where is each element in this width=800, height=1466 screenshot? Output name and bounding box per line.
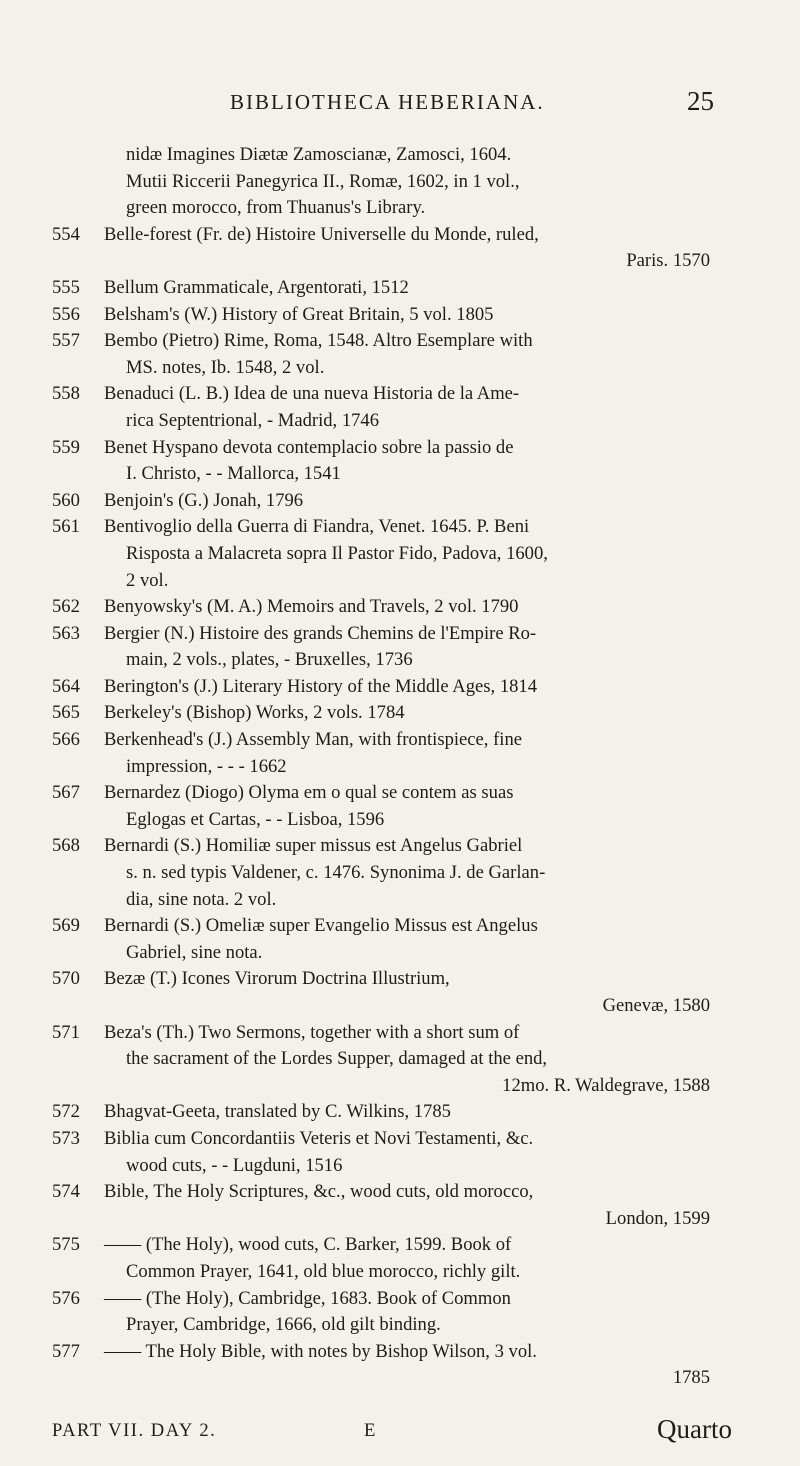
entry-line: wood cuts, - - Lugduni, 1516 <box>126 1154 343 1176</box>
catalogue-entry <box>52 1126 716 1179</box>
entry-line: Benaduci (L. B.) Idea de una nueva Historia de la Ame- <box>104 383 520 405</box>
catalogue-entry <box>52 488 716 515</box>
catalogue-entry <box>52 435 716 488</box>
page-footer <box>52 1416 732 1456</box>
entry-line: MS. notes, Ib. 1548, 2 vol. <box>126 356 325 378</box>
catalogue-entry <box>52 1286 716 1339</box>
catalogue-entry <box>52 621 716 674</box>
entry-line: Common Prayer, 1641, old blue morocco, richly gilt. <box>126 1260 521 1282</box>
entry-line: Genevæ, 1580 <box>602 995 710 1016</box>
catalogue-entry <box>52 780 716 833</box>
entry-line: Belle-forest (Fr. de) Histoire Universelle du Monde, ruled, <box>104 223 539 245</box>
entry-line: Benet Hyspano devota contemplacio sobre la passio de <box>104 436 514 458</box>
catalogue-entry <box>52 328 716 381</box>
entry-line: nidæ Imagines Diætæ Zamoscianæ, Zamosci, 1604. <box>126 144 512 165</box>
entry-line: Bernardi (S.) Omeliæ super Evangelio Missus est Angelus <box>104 915 538 937</box>
entry-number: 560 <box>52 489 80 511</box>
entry-number: 559 <box>52 436 80 458</box>
entry-number: 571 <box>52 1021 80 1043</box>
entry-line: Bernardi (S.) Homiliæ super missus est Angelus Gabriel <box>104 835 523 857</box>
entry-line: Bezæ (T.) Icones Virorum Doctrina Illustrium, <box>104 968 450 990</box>
entry-number: 572 <box>52 1101 80 1123</box>
entry-line: Beza's (Th.) Two Sermons, together with a short sum of <box>104 1021 520 1043</box>
entry-line: Benjoin's (G.) Jonah, 1796 <box>104 489 304 511</box>
entry-number: 569 <box>52 915 80 937</box>
entry-line: —— (The Holy), Cambridge, 1683. Book of Common <box>104 1287 511 1309</box>
entry-line: Biblia cum Concordantiis Veteris et Novi Testamenti, &c. <box>104 1127 534 1149</box>
catalogue-entry <box>52 514 716 594</box>
entry-line: Bellum Grammaticale, Argentorati, 1512 <box>104 276 409 298</box>
entry-line: Eglogas et Cartas, - - Lisboa, 1596 <box>126 808 385 830</box>
entry-number: 568 <box>52 835 80 857</box>
catalogue-entry <box>52 302 716 329</box>
catalogue-entry <box>52 1099 716 1126</box>
entry-line: —— (The Holy), wood cuts, C. Barker, 1599. Book of <box>104 1234 512 1256</box>
entry-line: Berington's (J.) Literary History of the Middle Ages, 1814 <box>104 675 538 697</box>
catalogue-entry <box>52 222 716 275</box>
entry-number: 574 <box>52 1181 80 1203</box>
page-number: 25 <box>687 86 714 116</box>
entry-line: impression, - - - 1662 <box>126 755 287 777</box>
entry-line: Prayer, Cambridge, 1666, old gilt binding. <box>126 1314 441 1336</box>
catalogue-entry <box>52 381 716 434</box>
catalogue-entry <box>52 1232 716 1285</box>
entry-number: 577 <box>52 1340 80 1362</box>
catalogue-entry <box>52 700 716 727</box>
entry-line: dia, sine nota. 2 vol. <box>126 888 277 910</box>
entry-line: main, 2 vols., plates, - Bruxelles, 1736 <box>126 649 413 671</box>
entry-number: 565 <box>52 702 80 724</box>
entry-line: Belsham's (W.) History of Great Britain, 5 vol. 1805 <box>104 303 494 325</box>
entry-line: Bernardez (Diogo) Olyma em o qual se contem as suas <box>104 782 514 804</box>
entry-line: Bible, The Holy Scriptures, &c., wood cuts, old morocco, <box>104 1181 534 1203</box>
entry-number: 563 <box>52 622 80 644</box>
entry-number: 554 <box>52 223 80 245</box>
running-title: BIBLIOTHECA HEBERIANA. <box>230 90 545 114</box>
entry-number: 562 <box>52 596 80 618</box>
running-head <box>0 86 800 130</box>
entry-number: 570 <box>52 968 80 990</box>
catalogue-entry <box>52 966 716 1019</box>
entry-line: green morocco, from Thuanus's Library. <box>126 197 426 219</box>
entry-line: Mutii Riccerii Panegyrica II., Romæ, 1602, in 1 vol., <box>126 170 520 192</box>
catalogue-entries <box>52 142 716 1392</box>
catalogue-entry <box>52 674 716 701</box>
entry-line: rica Septentrional, - Madrid, 1746 <box>126 409 380 431</box>
catalogue-entry <box>52 275 716 302</box>
entry-number: 564 <box>52 675 80 697</box>
catchword: Quarto <box>657 1414 732 1444</box>
catalogue-entry <box>52 833 716 913</box>
entry-line: I. Christo, - - Mallorca, 1541 <box>126 463 341 485</box>
entry-number: 566 <box>52 729 80 751</box>
entry-line: Paris. 1570 <box>626 250 710 272</box>
entry-line: Bhagvat-Geeta, translated by C. Wilkins, 1785 <box>104 1101 451 1123</box>
entry-number: 561 <box>52 516 80 538</box>
entry-line: 2 vol. <box>126 569 169 591</box>
entry-line: Risposta a Malacreta sopra Il Pastor Fido, Padova, 1600, <box>126 542 548 564</box>
entry-line: Bergier (N.) Histoire des grands Chemins de l'Empire Ro- <box>104 622 537 644</box>
entry-line: Gabriel, sine nota. <box>126 941 263 963</box>
signature-line: PART VII. DAY 2. <box>52 1420 217 1441</box>
entry-number: 556 <box>52 303 80 325</box>
entry-line: Benyowsky's (M. A.) Memoirs and Travels, 2 vol. 1790 <box>104 596 519 618</box>
entry-line: Berkenhead's (J.) Assembly Man, with frontispiece, fine <box>104 729 522 751</box>
entry-line: Bentivoglio della Guerra di Fiandra, Venet. 1645. P. Beni <box>104 516 530 538</box>
catalogue-entry <box>52 727 716 780</box>
catalogue-entry <box>52 142 716 222</box>
entry-line: 1785 <box>672 1367 710 1389</box>
signature-mark: E <box>364 1420 376 1441</box>
entry-number: 575 <box>52 1234 80 1256</box>
entry-line: s. n. sed typis Valdener, c. 1476. Synonima J. de Garlan- <box>126 862 546 884</box>
catalogue-entry <box>52 1339 716 1392</box>
entry-line: 12mo. R. Waldegrave, 1588 <box>502 1074 710 1096</box>
entry-line: the sacrament of the Lordes Supper, damaged at the end, <box>126 1048 548 1070</box>
catalogue-entry <box>52 913 716 966</box>
entry-number: 567 <box>52 782 80 804</box>
entry-number: 576 <box>52 1287 80 1309</box>
entry-line: London, 1599 <box>605 1207 710 1229</box>
entry-number: 573 <box>52 1127 80 1149</box>
entry-line: —— The Holy Bible, with notes by Bishop Wilson, 3 vol. <box>104 1340 537 1362</box>
catalogue-entry <box>52 1020 716 1100</box>
entry-number: 558 <box>52 383 80 405</box>
catalogue-entry <box>52 1179 716 1232</box>
entry-line: Bembo (Pietro) Rime, Roma, 1548. Altro Esemplare with <box>104 330 533 352</box>
entry-line: Berkeley's (Bishop) Works, 2 vols. 1784 <box>104 702 405 724</box>
entry-number: 557 <box>52 330 80 352</box>
catalogue-entry <box>52 594 716 621</box>
entry-number: 555 <box>52 276 80 298</box>
